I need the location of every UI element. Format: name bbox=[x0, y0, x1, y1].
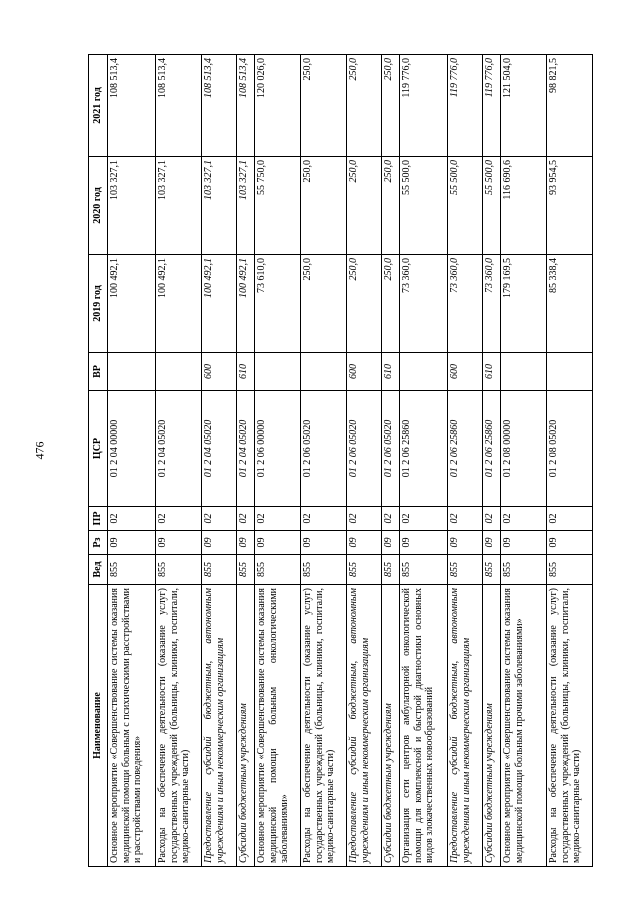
cell-pr: 02 bbox=[237, 507, 255, 531]
table-body bbox=[108, 55, 593, 867]
cell-y2021: 250,0 bbox=[347, 55, 382, 157]
cell-ved: 855 bbox=[255, 555, 301, 585]
cell-csr: 01 2 06 05020 bbox=[301, 391, 347, 507]
cell-vr bbox=[255, 353, 301, 391]
cell-ved: 855 bbox=[382, 555, 400, 585]
column-header-pr: ПР bbox=[89, 507, 108, 531]
cell-name: Предоставление субсидий бюджетным, автономным учреждениям и иным некоммерческим организациям bbox=[202, 585, 237, 867]
cell-vr bbox=[547, 353, 593, 391]
cell-csr: 01 2 04 05020 bbox=[156, 391, 202, 507]
cell-name: Субсидии бюджетным учреждениям bbox=[237, 585, 255, 867]
table-row bbox=[108, 55, 156, 867]
column-header-csr: ЦСР bbox=[89, 391, 108, 507]
table-header-row bbox=[89, 55, 108, 867]
cell-ved: 855 bbox=[156, 555, 202, 585]
cell-y2019: 73 360,0 bbox=[400, 255, 448, 353]
cell-vr bbox=[400, 353, 448, 391]
table-row bbox=[202, 55, 237, 867]
cell-csr: 01 2 06 05020 bbox=[382, 391, 400, 507]
cell-ved: 855 bbox=[400, 555, 448, 585]
cell-csr: 01 2 06 25860 bbox=[400, 391, 448, 507]
cell-pr: 02 bbox=[382, 507, 400, 531]
cell-vr: 610 bbox=[483, 353, 501, 391]
cell-ved: 855 bbox=[202, 555, 237, 585]
table-row bbox=[156, 55, 202, 867]
cell-y2019: 100 492,1 bbox=[108, 255, 156, 353]
cell-pr: 02 bbox=[202, 507, 237, 531]
column-header-vr: ВР bbox=[89, 353, 108, 391]
rotated-table-container bbox=[88, 55, 582, 867]
cell-ved: 855 bbox=[237, 555, 255, 585]
cell-pr: 02 bbox=[448, 507, 483, 531]
cell-y2021: 108 513,4 bbox=[237, 55, 255, 157]
cell-vr: 610 bbox=[237, 353, 255, 391]
cell-rz: 09 bbox=[156, 531, 202, 555]
cell-ved: 855 bbox=[108, 555, 156, 585]
column-header-y2019: 2019 год bbox=[89, 255, 108, 353]
cell-y2021: 119 776,0 bbox=[400, 55, 448, 157]
cell-y2021: 108 513,4 bbox=[108, 55, 156, 157]
cell-name: Предоставление субсидий бюджетным, автономным учреждениям и иным некоммерческим организациям bbox=[448, 585, 483, 867]
cell-rz: 09 bbox=[547, 531, 593, 555]
cell-csr: 01 2 06 05020 bbox=[347, 391, 382, 507]
cell-rz: 09 bbox=[237, 531, 255, 555]
cell-name: Расходы на обеспечение деятельности (оказание услуг) государственных учреждений (больницы, клиники, госпитали, медико-санитарные части) bbox=[301, 585, 347, 867]
table-row bbox=[400, 55, 448, 867]
cell-y2019: 73 360,0 bbox=[448, 255, 483, 353]
cell-vr: 610 bbox=[382, 353, 400, 391]
cell-csr: 01 2 08 05020 bbox=[547, 391, 593, 507]
cell-ved: 855 bbox=[547, 555, 593, 585]
cell-y2020: 116 690,6 bbox=[501, 157, 547, 255]
table-row bbox=[301, 55, 347, 867]
cell-rz: 09 bbox=[448, 531, 483, 555]
cell-vr bbox=[156, 353, 202, 391]
cell-name: Основное мероприятие «Совершенствование системы оказания медицинской помощи больным прочими заболеваниями» bbox=[501, 585, 547, 867]
cell-name: Основное мероприятие «Совершенствование системы оказания медицинской помощи больным с психическими расстройствами и расстройствами поведения» bbox=[108, 585, 156, 867]
cell-y2019: 250,0 bbox=[347, 255, 382, 353]
cell-name: Предоставление субсидий бюджетным, автономным учреждениям и иным некоммерческим организациям bbox=[347, 585, 382, 867]
cell-pr: 02 bbox=[547, 507, 593, 531]
cell-ved: 855 bbox=[347, 555, 382, 585]
cell-name: Субсидии бюджетным учреждениям bbox=[483, 585, 501, 867]
cell-name: Субсидии бюджетным учреждениям bbox=[382, 585, 400, 867]
cell-rz: 09 bbox=[400, 531, 448, 555]
cell-vr: 600 bbox=[448, 353, 483, 391]
cell-name: Организация сети центров амбулаторной онкологической помощи для комплексной и быстрой диагностики основных видов злокачественных новообразований bbox=[400, 585, 448, 867]
cell-y2020: 55 500,0 bbox=[400, 157, 448, 255]
cell-y2019: 73 610,0 bbox=[255, 255, 301, 353]
cell-y2021: 120 026,0 bbox=[255, 55, 301, 157]
cell-csr: 01 2 06 25860 bbox=[483, 391, 501, 507]
cell-pr: 02 bbox=[108, 507, 156, 531]
cell-rz: 09 bbox=[202, 531, 237, 555]
column-header-rz: Рз bbox=[89, 531, 108, 555]
budget-table bbox=[88, 54, 593, 867]
cell-name: Основное мероприятие «Совершенствование системы оказания медицинской помощи больным онкологическими заболеваниями» bbox=[255, 585, 301, 867]
cell-y2020: 93 954,5 bbox=[547, 157, 593, 255]
cell-csr: 01 2 06 25860 bbox=[448, 391, 483, 507]
cell-csr: 01 2 06 00000 bbox=[255, 391, 301, 507]
cell-y2021: 121 504,0 bbox=[501, 55, 547, 157]
cell-y2019: 179 169,5 bbox=[501, 255, 547, 353]
cell-y2020: 55 500,0 bbox=[483, 157, 501, 255]
table-row bbox=[237, 55, 255, 867]
cell-y2020: 55 500,0 bbox=[448, 157, 483, 255]
cell-y2019: 100 492,1 bbox=[156, 255, 202, 353]
cell-ved: 855 bbox=[448, 555, 483, 585]
cell-vr: 600 bbox=[347, 353, 382, 391]
cell-rz: 09 bbox=[501, 531, 547, 555]
table-row bbox=[255, 55, 301, 867]
cell-y2021: 98 821,5 bbox=[547, 55, 593, 157]
cell-pr: 02 bbox=[301, 507, 347, 531]
cell-csr: 01 2 04 00000 bbox=[108, 391, 156, 507]
cell-rz: 09 bbox=[382, 531, 400, 555]
column-header-name: Наименование bbox=[89, 585, 108, 867]
cell-y2020: 103 327,1 bbox=[156, 157, 202, 255]
cell-pr: 02 bbox=[347, 507, 382, 531]
table-row bbox=[347, 55, 382, 867]
page-number: 476 bbox=[32, 441, 47, 460]
cell-ved: 855 bbox=[301, 555, 347, 585]
cell-y2020: 103 327,1 bbox=[108, 157, 156, 255]
cell-y2019: 85 338,4 bbox=[547, 255, 593, 353]
cell-vr bbox=[108, 353, 156, 391]
column-header-ved: Вед bbox=[89, 555, 108, 585]
cell-y2020: 250,0 bbox=[301, 157, 347, 255]
cell-pr: 02 bbox=[255, 507, 301, 531]
cell-y2021: 119 776,0 bbox=[483, 55, 501, 157]
table-row bbox=[382, 55, 400, 867]
cell-name: Расходы на обеспечение деятельности (оказание услуг) государственных учреждений (больницы, клиники, госпитали, медико-санитарные части) bbox=[547, 585, 593, 867]
cell-rz: 09 bbox=[483, 531, 501, 555]
cell-csr: 01 2 08 00000 bbox=[501, 391, 547, 507]
cell-y2019: 73 360,0 bbox=[483, 255, 501, 353]
cell-vr: 600 bbox=[202, 353, 237, 391]
column-header-y2021: 2021 год bbox=[89, 55, 108, 157]
cell-y2021: 108 513,4 bbox=[202, 55, 237, 157]
cell-y2019: 100 492,1 bbox=[237, 255, 255, 353]
cell-pr: 02 bbox=[156, 507, 202, 531]
cell-vr bbox=[301, 353, 347, 391]
cell-rz: 09 bbox=[255, 531, 301, 555]
cell-y2020: 55 750,0 bbox=[255, 157, 301, 255]
cell-csr: 01 2 04 05020 bbox=[202, 391, 237, 507]
table-row bbox=[547, 55, 593, 867]
cell-y2020: 103 327,1 bbox=[202, 157, 237, 255]
cell-y2019: 250,0 bbox=[382, 255, 400, 353]
cell-y2020: 103 327,1 bbox=[237, 157, 255, 255]
cell-ved: 855 bbox=[501, 555, 547, 585]
cell-y2021: 250,0 bbox=[382, 55, 400, 157]
cell-pr: 02 bbox=[400, 507, 448, 531]
cell-rz: 09 bbox=[301, 531, 347, 555]
cell-y2021: 119 776,0 bbox=[448, 55, 483, 157]
table-row bbox=[483, 55, 501, 867]
cell-pr: 02 bbox=[501, 507, 547, 531]
cell-y2020: 250,0 bbox=[382, 157, 400, 255]
cell-y2019: 100 492,1 bbox=[202, 255, 237, 353]
cell-csr: 01 2 04 05020 bbox=[237, 391, 255, 507]
column-header-y2020: 2020 год bbox=[89, 157, 108, 255]
table-row bbox=[501, 55, 547, 867]
cell-y2021: 108 513,4 bbox=[156, 55, 202, 157]
cell-rz: 09 bbox=[108, 531, 156, 555]
cell-y2019: 250,0 bbox=[301, 255, 347, 353]
cell-y2021: 250,0 bbox=[301, 55, 347, 157]
cell-rz: 09 bbox=[347, 531, 382, 555]
table-row bbox=[448, 55, 483, 867]
cell-vr bbox=[501, 353, 547, 391]
cell-y2020: 250,0 bbox=[347, 157, 382, 255]
cell-name: Расходы на обеспечение деятельности (оказание услуг) государственных учреждений (больницы, клиники, госпитали, медико-санитарные части) bbox=[156, 585, 202, 867]
cell-ved: 855 bbox=[483, 555, 501, 585]
cell-pr: 02 bbox=[483, 507, 501, 531]
